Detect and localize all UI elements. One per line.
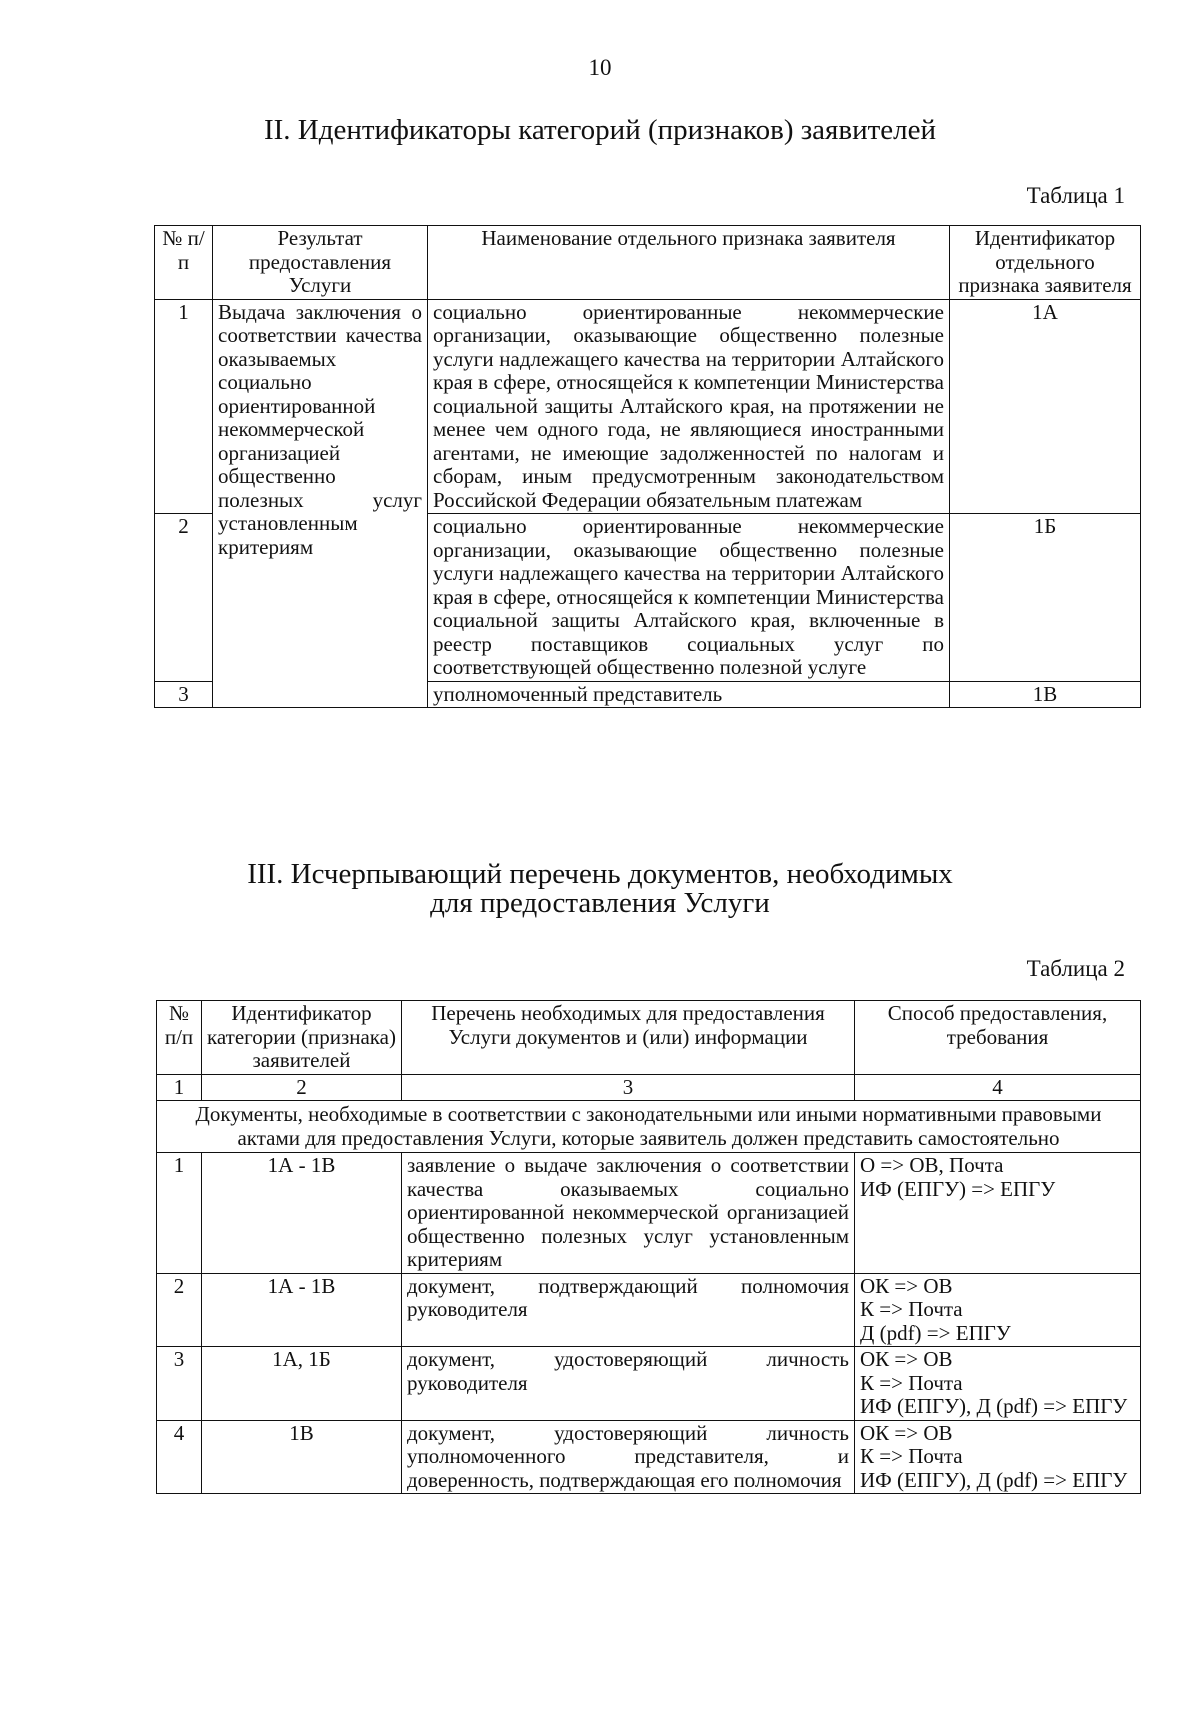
- table-2-column-numbers: [157, 1074, 1141, 1101]
- table-row: [157, 1153, 1141, 1274]
- t1-header-id: Идентификатор отдельного признака заявителя: [950, 226, 1141, 300]
- t1-header-result: Результат предоставления Услуги: [213, 226, 428, 300]
- t2-row-document: документ, удостоверяющий личность руководителя: [402, 1347, 855, 1421]
- table-2-caption: Таблица 2: [1026, 956, 1125, 981]
- t1-row-id: 1А: [950, 299, 1141, 514]
- t1-row-id: 1В: [950, 681, 1141, 708]
- t2-col-number: 4: [855, 1074, 1141, 1101]
- table-row: [157, 1273, 1141, 1347]
- t2-row-document: документ, удостоверяющий личность уполномоченного представителя, и доверенность, подтверждающая его полномочия: [402, 1420, 855, 1494]
- t2-row-method: [855, 1420, 1141, 1494]
- t2-col-number: 2: [202, 1074, 402, 1101]
- t1-row-num: 3: [155, 681, 213, 708]
- method-line: К => Почта: [860, 1444, 963, 1469]
- table-row: [157, 1420, 1141, 1494]
- t1-row-name: уполномоченный представитель: [428, 681, 950, 708]
- t2-row-num: 2: [157, 1273, 202, 1347]
- t1-row-name: социально ориентированные некоммерческие организации, оказывающие общественно полезные услуги надлежащего качества на территории Алтайского края в сфере, относящейся к компетенции Министерства социальной защиты Алтайского края, на протяжении не менее чем одного года, не являющиеся иностранными агентами, не имеющие задолженностей по налогам и сборам, иным предусмотренным законодательством Российской Федерации обязательным платежам: [428, 299, 950, 514]
- t2-row-document: заявление о выдаче заключения о соответствии качества оказываемых социально ориентированной некоммерческой организацией общественно полезных услуг установленным критериям: [402, 1153, 855, 1274]
- t1-row-num: 2: [155, 514, 213, 682]
- method-line: ОК => ОВ: [860, 1347, 953, 1372]
- method-line: ОК => ОВ: [860, 1273, 953, 1298]
- table-1: [154, 225, 1141, 708]
- t2-row-category: 1А - 1В: [202, 1273, 402, 1347]
- t2-header-num: № п/п: [157, 1001, 202, 1075]
- t1-header-num: № п/п: [155, 226, 213, 300]
- t2-row-method: [855, 1273, 1141, 1347]
- t2-row-method: [855, 1153, 1141, 1274]
- table-1-caption: Таблица 1: [1026, 183, 1125, 208]
- method-line: К => Почта: [860, 1297, 963, 1322]
- table-2: [156, 1000, 1141, 1494]
- table-row: [155, 299, 1141, 514]
- section-3-title-line2: для предоставления Услуги: [430, 887, 770, 919]
- t1-row-name: социально ориентированные некоммерческие организации, оказывающие общественно полезные услуги надлежащего качества на территории Алтайского края в сфере, относящейся к компетенции Министерства социальной защиты Алтайского края, включенные в реестр поставщиков социальных услуг по соответствующей общественно полезной услуге: [428, 514, 950, 682]
- method-line: К => Почта: [860, 1370, 963, 1395]
- t1-row-num: 1: [155, 299, 213, 514]
- method-line: ИФ (ЕПГУ) => ЕПГУ: [860, 1176, 1056, 1201]
- t2-row-document: документ, подтверждающий полномочия руководителя: [402, 1273, 855, 1347]
- t2-row-method: [855, 1347, 1141, 1421]
- t2-row-category: 1А - 1В: [202, 1153, 402, 1274]
- t2-header-documents: Перечень необходимых для предоставления Услуги документов и (или) информации: [402, 1001, 855, 1075]
- page-number: 10: [588, 55, 612, 80]
- t2-row-num: 3: [157, 1347, 202, 1421]
- t2-row-num: 4: [157, 1420, 202, 1494]
- t2-col-number: 3: [402, 1074, 855, 1101]
- section-2-title: II. Идентификаторы категорий (признаков) заявителей: [263, 114, 937, 146]
- t1-result-cell: Выдача заключения о соответствии качества оказываемых социально ориентированной некоммерческой организацией общественно полезных услуг установленным критериям: [213, 299, 428, 708]
- t1-row-id: 1Б: [950, 514, 1141, 682]
- method-line: ИФ (ЕПГУ), Д (pdf) => ЕПГУ: [860, 1394, 1128, 1419]
- t2-row-category: 1А, 1Б: [202, 1347, 402, 1421]
- method-line: О => ОВ, Почта: [860, 1153, 1004, 1178]
- t2-section-heading: Документы, необходимые в соответствии с законодательными или иными нормативными правовыми актами для предоставления Услуги, которые заявитель должен представить самостоятельно: [157, 1101, 1141, 1153]
- section-3-title: [0, 860, 1200, 918]
- table-1-header-row: [155, 226, 1141, 300]
- t2-row-category: 1В: [202, 1420, 402, 1494]
- table-2-header-row: [157, 1001, 1141, 1075]
- method-line: ОК => ОВ: [860, 1420, 953, 1445]
- method-line: ИФ (ЕПГУ), Д (pdf) => ЕПГУ: [860, 1467, 1128, 1492]
- t2-header-category: Идентификатор категории (признака) заявителей: [202, 1001, 402, 1075]
- t2-row-num: 1: [157, 1153, 202, 1274]
- section-3-title-line1: III. Исчерпывающий перечень документов, необходимых: [247, 858, 953, 890]
- method-line: Д (pdf) => ЕПГУ: [860, 1320, 1011, 1345]
- t1-header-name: Наименование отдельного признака заявителя: [428, 226, 950, 300]
- t2-header-method: Способ предоставления, требования: [855, 1001, 1141, 1075]
- t2-col-number: 1: [157, 1074, 202, 1101]
- table-2-section-row: [157, 1101, 1141, 1153]
- table-row: [157, 1347, 1141, 1421]
